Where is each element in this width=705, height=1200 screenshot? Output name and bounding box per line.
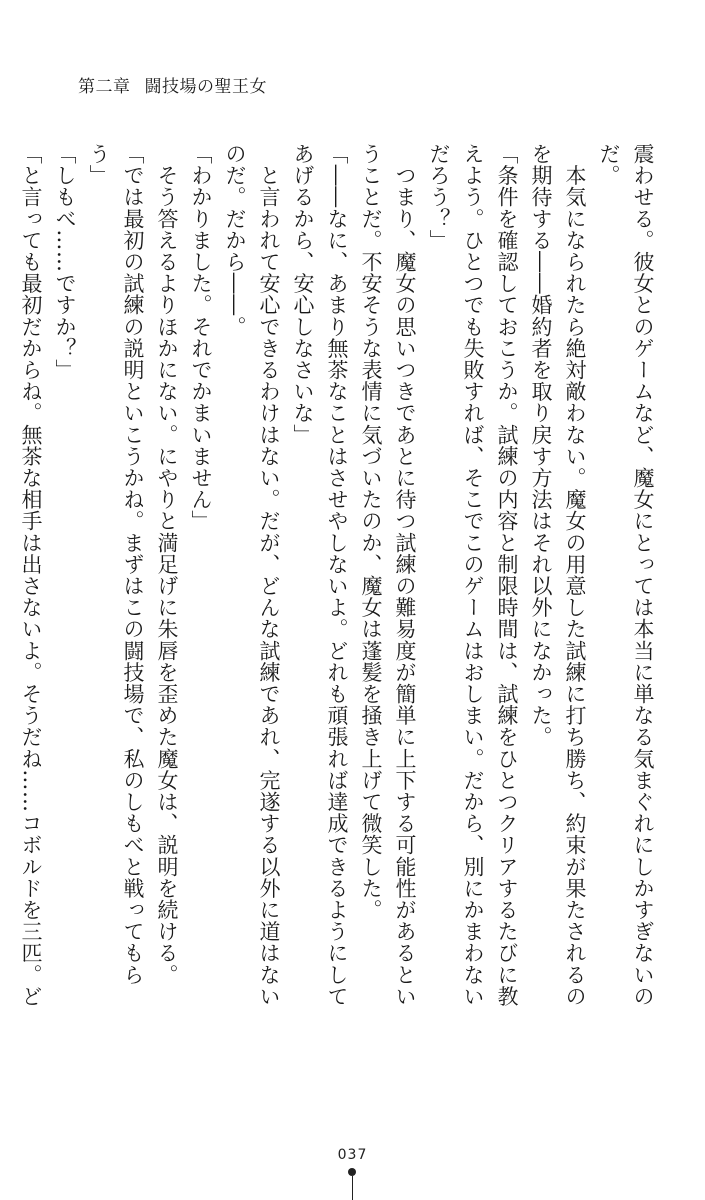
text-line: えよう。ひとつでも失敗すれば、そこでこのゲームはおしまい。だから、別にかまわない bbox=[461, 143, 485, 1007]
text-line: あげるから、安心しなさいな」 bbox=[291, 143, 315, 446]
text-line: 「条件を確認しておこうか。試練の内容と制限時間は、試練をひとつクリアするたびに教 bbox=[495, 143, 519, 1007]
text-line: と言われて安心できるわけはない。だが、どんな試練であれ、完遂する以外に道はない bbox=[257, 143, 281, 1007]
running-header bbox=[78, 72, 267, 97]
text-line: 震わせる。彼女とのゲームなど、魔女にとっては本当に単なる気まぐれにしかすぎないの bbox=[631, 143, 655, 1007]
text-line: 「と言っても最初だからね。無茶な相手は出さないよ。そうだね……コボルドを三匹。ど bbox=[19, 143, 43, 1007]
text-line: だろう？」 bbox=[427, 143, 451, 251]
chapter-title: 闘技場の聖王女 bbox=[144, 77, 267, 97]
text-line: 「では最初の試練の説明といこうかね。まずはこの闘技場で、私のしもべと戦ってもらう」 bbox=[87, 143, 145, 986]
text-line: 「しもべ……ですか？」 bbox=[53, 143, 77, 381]
vertical-body-text bbox=[19, 143, 660, 1009]
text-line: のだ。だから――。 bbox=[223, 143, 247, 338]
text-line: 本気になられたら絶対敵わない。魔女の用意した試練に打ち勝ち、約束が果たされるの bbox=[563, 143, 587, 1007]
text-line: つまり、魔女の思いつきであとに待つ試練の難易度が簡単に上下する可能性があるとい bbox=[393, 143, 417, 1007]
page-number: 037 bbox=[337, 1147, 368, 1163]
ornament-dot bbox=[348, 1168, 356, 1176]
ornament-stem bbox=[352, 1176, 353, 1200]
text-line: だ。 bbox=[597, 143, 621, 187]
text-line: そう答えるよりほかにない。にやりと満足げに朱唇を歪めた魔女は、説明を続ける。 bbox=[155, 143, 179, 986]
text-line: 「わかりました。それでかまいません」 bbox=[189, 143, 213, 532]
chapter-number: 第二章 bbox=[78, 77, 131, 97]
text-line: を期待する――婚約者を取り戻す方法はそれ以外になかった。 bbox=[529, 143, 553, 748]
text-line: 「――なに、あまり無茶なことはさせやしないよ。どれも頑張れば達成できるようにして bbox=[325, 143, 349, 1007]
text-line: うことだ。不安そうな表情に気づいたのか、魔女は蓬髪を掻き上げて微笑した。 bbox=[359, 143, 383, 921]
folio-ornament bbox=[348, 1168, 356, 1200]
